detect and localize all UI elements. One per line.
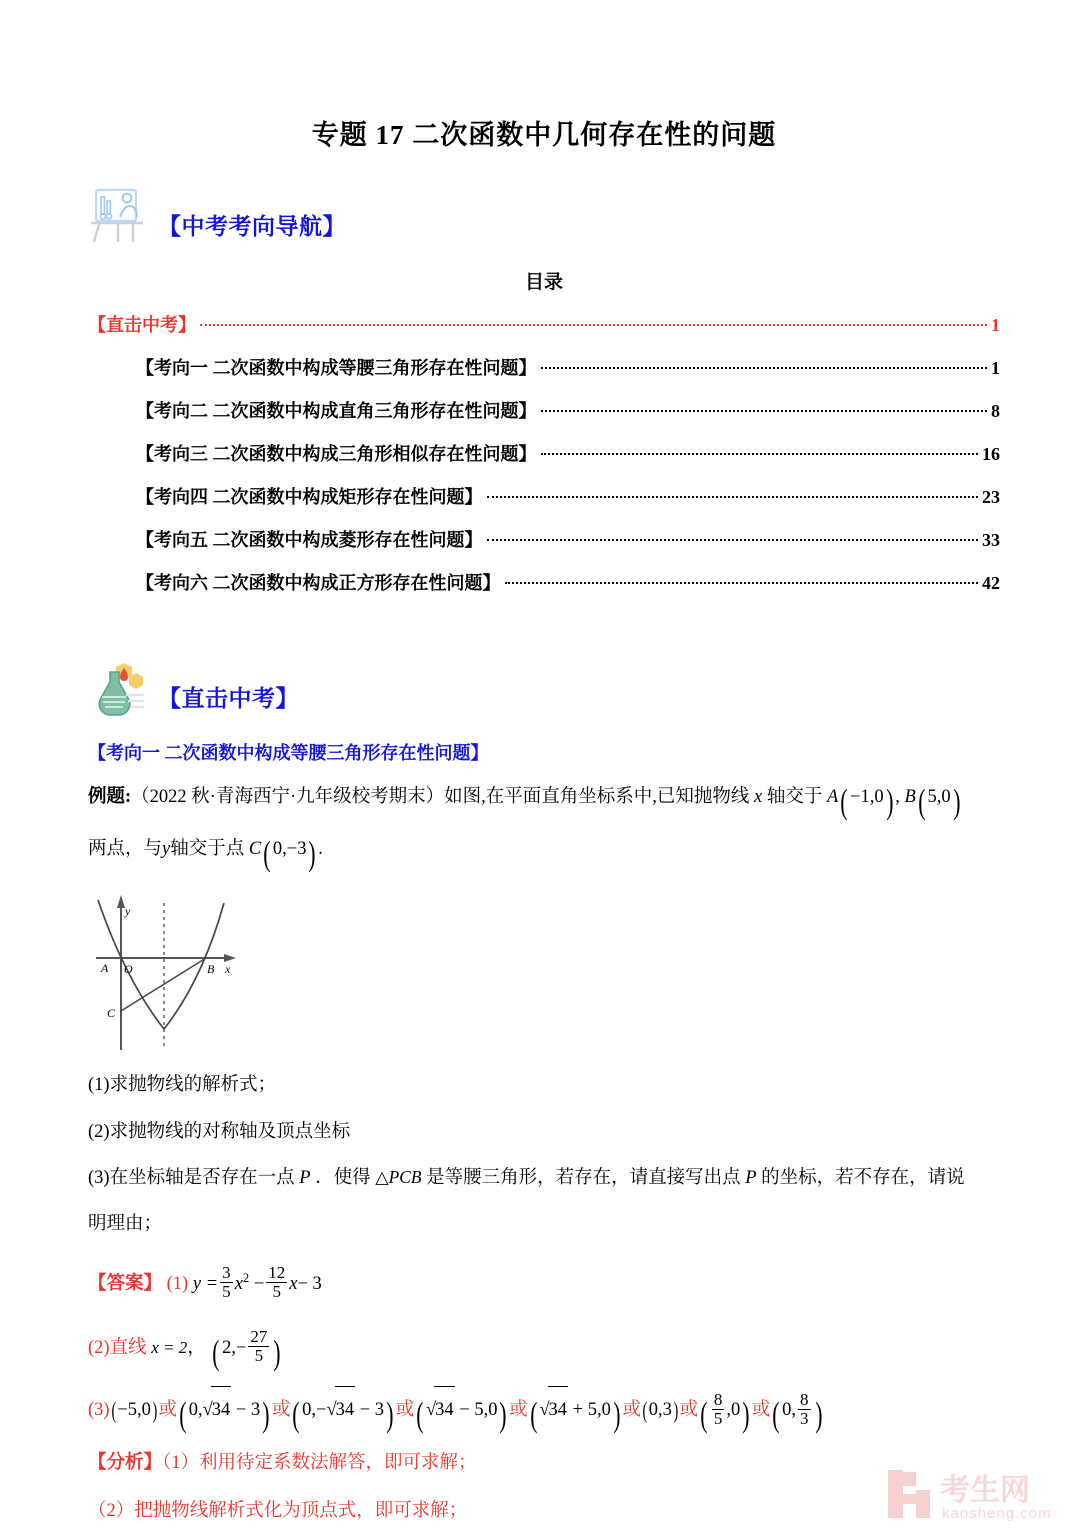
nav-section-label: 【中考考向导航】 bbox=[158, 214, 346, 240]
fraction-denominator: 5 bbox=[713, 1408, 723, 1428]
sqrt-icon: √34 bbox=[426, 1386, 455, 1432]
or-5: 或 bbox=[622, 1400, 642, 1421]
sqrt-icon: √34 bbox=[326, 1386, 355, 1432]
problem-var-x: x bbox=[754, 787, 763, 808]
formula-exponent: 2 bbox=[242, 1270, 250, 1285]
paren-close: ) bbox=[613, 1395, 621, 1434]
paren-open: ( bbox=[642, 1397, 648, 1424]
paren-close: ) bbox=[152, 1397, 158, 1424]
paren-close: ) bbox=[499, 1395, 507, 1434]
problem-source: （2022 秋·青海西宁·九年级校考期末） bbox=[131, 787, 445, 808]
problem-text-1: 如图,在平面直角坐标系中,已知抛物线 bbox=[444, 787, 750, 808]
toc-entry-zhijizhongkao[interactable] bbox=[88, 311, 1000, 337]
svg-text:x: x bbox=[225, 962, 231, 977]
exam-section-header bbox=[88, 655, 1000, 717]
question-3-point-p1: P bbox=[299, 1167, 311, 1188]
problem-statement: 例题:（2022 秋·青海西宁·九年级校考期末）如图,在平面直角坐标系中,已知抛物线 x 轴交于 A( −1,0) , B( 5,0) bbox=[88, 781, 961, 821]
fraction-12-5 bbox=[266, 1264, 287, 1301]
or-4: 或 bbox=[509, 1400, 528, 1421]
triangle-pcb: △PCB bbox=[375, 1167, 422, 1187]
problem-text-2: 轴交于 bbox=[766, 787, 823, 808]
toc-entry-kaoxiang-5[interactable] bbox=[88, 526, 1000, 552]
paren-open: ( bbox=[700, 1395, 708, 1434]
answer-label: 【答案】 bbox=[88, 1273, 163, 1294]
paren-open: ( bbox=[918, 781, 926, 821]
question-3-point-p2: P bbox=[745, 1167, 757, 1188]
coord-separator: , bbox=[895, 787, 900, 808]
flask-chemistry-icon bbox=[88, 659, 150, 717]
paren-open: ( bbox=[292, 1395, 300, 1434]
svg-text:A: A bbox=[101, 961, 109, 976]
formula-tail: − 3 bbox=[297, 1273, 322, 1294]
paren-open: ( bbox=[111, 1397, 116, 1424]
question-1: (1)求抛物线的解析式； bbox=[88, 1075, 277, 1096]
svg-text:y: y bbox=[125, 904, 131, 919]
or-7: 或 bbox=[751, 1400, 771, 1421]
question-3-b: ．使得 bbox=[315, 1167, 371, 1188]
toc-entry-page: 8 bbox=[991, 401, 1000, 422]
p-point-4: √34 − 5,0 bbox=[426, 1400, 497, 1420]
paren-open: ( bbox=[212, 1332, 220, 1372]
period: . bbox=[318, 839, 323, 860]
answer-part1-number: (1) bbox=[166, 1273, 189, 1294]
fraction-denominator: 3 bbox=[800, 1408, 809, 1428]
analysis-label: 【分析】 bbox=[88, 1452, 163, 1473]
answer-part-2 bbox=[88, 1326, 1000, 1370]
answer-part2-line-eq: x = 2 bbox=[151, 1338, 188, 1358]
toc-entry-label: 【考向三 二次函数中构成三角形相似存在性问题】 bbox=[136, 444, 537, 465]
or-1: 或 bbox=[158, 1400, 178, 1421]
toc-entry-label: 【考向二 二次函数中构成直角三角形存在性问题】 bbox=[136, 401, 537, 422]
p-point-2: 0,√34 − 3 bbox=[189, 1400, 260, 1420]
problem-text-3: 两点，与 bbox=[88, 839, 163, 860]
toc-entry-label: 【考向一 二次函数中构成等腰三角形存在性问题】 bbox=[136, 358, 537, 379]
fraction-denominator: 5 bbox=[222, 1281, 231, 1301]
fraction-8-3 bbox=[798, 1391, 811, 1428]
p-point-8: 0, $\frac{8}{3}$ bbox=[782, 1389, 809, 1428]
toc-entry-kaoxiang-1[interactable] bbox=[88, 354, 1000, 380]
svg-text:C: C bbox=[107, 1006, 116, 1021]
toc-entry-label: 【考向四 二次函数中构成矩形存在性问题】 bbox=[136, 487, 483, 508]
paren-open: ( bbox=[263, 833, 271, 873]
toc-leader-dots bbox=[541, 356, 988, 374]
question-3-continued: 明理由； bbox=[88, 1213, 163, 1234]
toc-entry-label: 【考向六 二次函数中构成正方形存在性问题】 bbox=[136, 573, 501, 594]
exam-section-label: 【直击中考】 bbox=[158, 686, 299, 712]
or-2: 或 bbox=[271, 1400, 291, 1421]
fraction-numerator: 27 bbox=[250, 1327, 268, 1347]
toc-heading: 目录 bbox=[524, 272, 563, 294]
toc-entry-kaoxiang-3[interactable] bbox=[88, 440, 1000, 466]
answer-part-1 bbox=[88, 1262, 1000, 1306]
toc-entry-label: 【直击中考】 bbox=[88, 315, 196, 336]
svg-text:O: O bbox=[124, 962, 133, 977]
or-3: 或 bbox=[395, 1400, 415, 1421]
easel-presentation-icon bbox=[88, 187, 150, 245]
toc-leader-dots bbox=[487, 528, 979, 546]
toc-leader-dots bbox=[200, 313, 987, 331]
formula-var-x2: x bbox=[289, 1273, 298, 1294]
page-title: 专题 17 二次函数中几何存在性的问题 bbox=[311, 120, 777, 150]
sqrt-icon: √34 bbox=[203, 1386, 232, 1432]
problem-statement-line2: 两点，与y轴交于点 C( 0,−3) . bbox=[88, 833, 323, 873]
parabola-coordinate-figure bbox=[88, 885, 248, 1057]
paren-close: ) bbox=[673, 1397, 679, 1424]
fraction-denominator: 5 bbox=[266, 1282, 287, 1301]
analysis-text-1: （1）利用待定系数法解答，即可求解； bbox=[162, 1452, 477, 1473]
paren-close: ) bbox=[814, 1395, 822, 1434]
paren-open: ( bbox=[416, 1395, 424, 1434]
p-point-5: √34 + 5,0 bbox=[539, 1400, 610, 1420]
problem-var-y: y bbox=[162, 839, 171, 860]
answer-part2-number: (2)直线 bbox=[88, 1338, 147, 1359]
question-3 bbox=[88, 1160, 1000, 1196]
toc-entry-kaoxiang-2[interactable] bbox=[88, 397, 1000, 423]
toc-entry-page: 33 bbox=[982, 530, 1000, 551]
fraction-3-5 bbox=[220, 1264, 233, 1301]
paren-close: ) bbox=[742, 1395, 750, 1434]
toc-entry-page: 23 bbox=[982, 487, 1000, 508]
question-3-a: (3)在坐标轴是否存在一点 bbox=[88, 1167, 295, 1188]
answer-part2-comma: ， bbox=[187, 1338, 206, 1359]
toc-entry-page: 16 bbox=[982, 444, 1000, 465]
fraction-denominator: 5 bbox=[248, 1346, 269, 1365]
watermark-logo bbox=[886, 1468, 1066, 1526]
vertex-x: 2,− bbox=[222, 1338, 247, 1359]
formula-lhs: y = bbox=[192, 1273, 219, 1294]
question-3-c: 是等腰三角形，若存在，请直接写出点 bbox=[426, 1167, 741, 1188]
fraction-8-5 bbox=[712, 1391, 725, 1428]
question-2: (2)求抛物线的对称轴及顶点坐标 bbox=[88, 1121, 351, 1142]
toc-entry-label: 【考向五 二次函数中构成菱形存在性问题】 bbox=[136, 530, 483, 551]
toc-entry-page: 1 bbox=[991, 358, 1000, 379]
analysis-line-2: （2）把抛物线解析式化为顶点式，即可求解； bbox=[88, 1500, 468, 1521]
sqrt-icon: √34 bbox=[539, 1386, 568, 1432]
paren-close: ) bbox=[262, 1395, 270, 1434]
radicand: 34 bbox=[434, 1386, 455, 1432]
toc-entry-kaoxiang-4[interactable] bbox=[88, 483, 1000, 509]
svg-text:B: B bbox=[207, 962, 215, 977]
paren-close: ) bbox=[273, 1332, 281, 1372]
paren-close: ) bbox=[386, 1395, 394, 1434]
paren-close: ) bbox=[308, 833, 316, 873]
toc-leader-dots bbox=[505, 571, 979, 589]
svg-text:考生网: 考生网 bbox=[940, 1474, 1030, 1507]
p-point-3: 0,−√34 − 3 bbox=[302, 1400, 384, 1420]
p-point-6: 0,3 bbox=[648, 1400, 672, 1421]
question-3-d: 的坐标，若不存在，请说 bbox=[761, 1167, 965, 1188]
answer-part3-number: (3) bbox=[88, 1400, 110, 1421]
nav-section-header bbox=[88, 183, 1000, 245]
answer-part-3 bbox=[88, 1386, 1000, 1432]
formula-var-x: x bbox=[234, 1273, 243, 1294]
toc-entry-page: 42 bbox=[982, 573, 1000, 594]
problem-label: 例题: bbox=[88, 787, 132, 808]
fraction-numerator: 3 bbox=[222, 1262, 231, 1282]
kaoxiang-heading: 【考向一 二次函数中构成等腰三角形存在性问题】 bbox=[88, 743, 489, 764]
radicand: 34 bbox=[211, 1386, 232, 1432]
p-point-1: −5,0 bbox=[117, 1400, 151, 1421]
point-a-label: A bbox=[827, 787, 839, 808]
paren-close: ) bbox=[885, 781, 894, 821]
paren-open: ( bbox=[529, 1395, 538, 1434]
toc-leader-dots bbox=[541, 399, 988, 417]
fraction-numerator: 8 bbox=[800, 1389, 809, 1409]
paren-open: ( bbox=[840, 781, 848, 821]
toc-leader-dots bbox=[487, 485, 979, 503]
paren-open: ( bbox=[179, 1395, 187, 1434]
paren-open: ( bbox=[772, 1395, 780, 1434]
fraction-numerator: 8 bbox=[713, 1389, 723, 1409]
paren-close: ) bbox=[952, 781, 961, 821]
radicand: 34 bbox=[335, 1386, 356, 1432]
toc-entry-kaoxiang-6[interactable] bbox=[88, 569, 1000, 595]
fraction-numerator: 12 bbox=[268, 1262, 286, 1282]
point-c-label: C bbox=[248, 839, 262, 860]
point-b-label: B bbox=[904, 787, 916, 808]
toc-entry-page: 1 bbox=[991, 315, 1000, 336]
page-content bbox=[88, 0, 1000, 1529]
answer-part1-formula bbox=[192, 1262, 322, 1301]
p-point-7: $\frac{8}{5}$ ,0 bbox=[713, 1389, 741, 1428]
analysis-line-1 bbox=[88, 1445, 1000, 1481]
radicand: 34 bbox=[548, 1386, 569, 1432]
svg-text:kaosheng.com: kaosheng.com bbox=[942, 1505, 1052, 1522]
fraction-27-5 bbox=[248, 1328, 269, 1365]
or-6: 或 bbox=[679, 1400, 699, 1421]
toc-leader-dots bbox=[541, 442, 979, 460]
problem-text-4: 轴交于点 bbox=[170, 839, 245, 860]
formula-minus: − bbox=[253, 1273, 265, 1294]
